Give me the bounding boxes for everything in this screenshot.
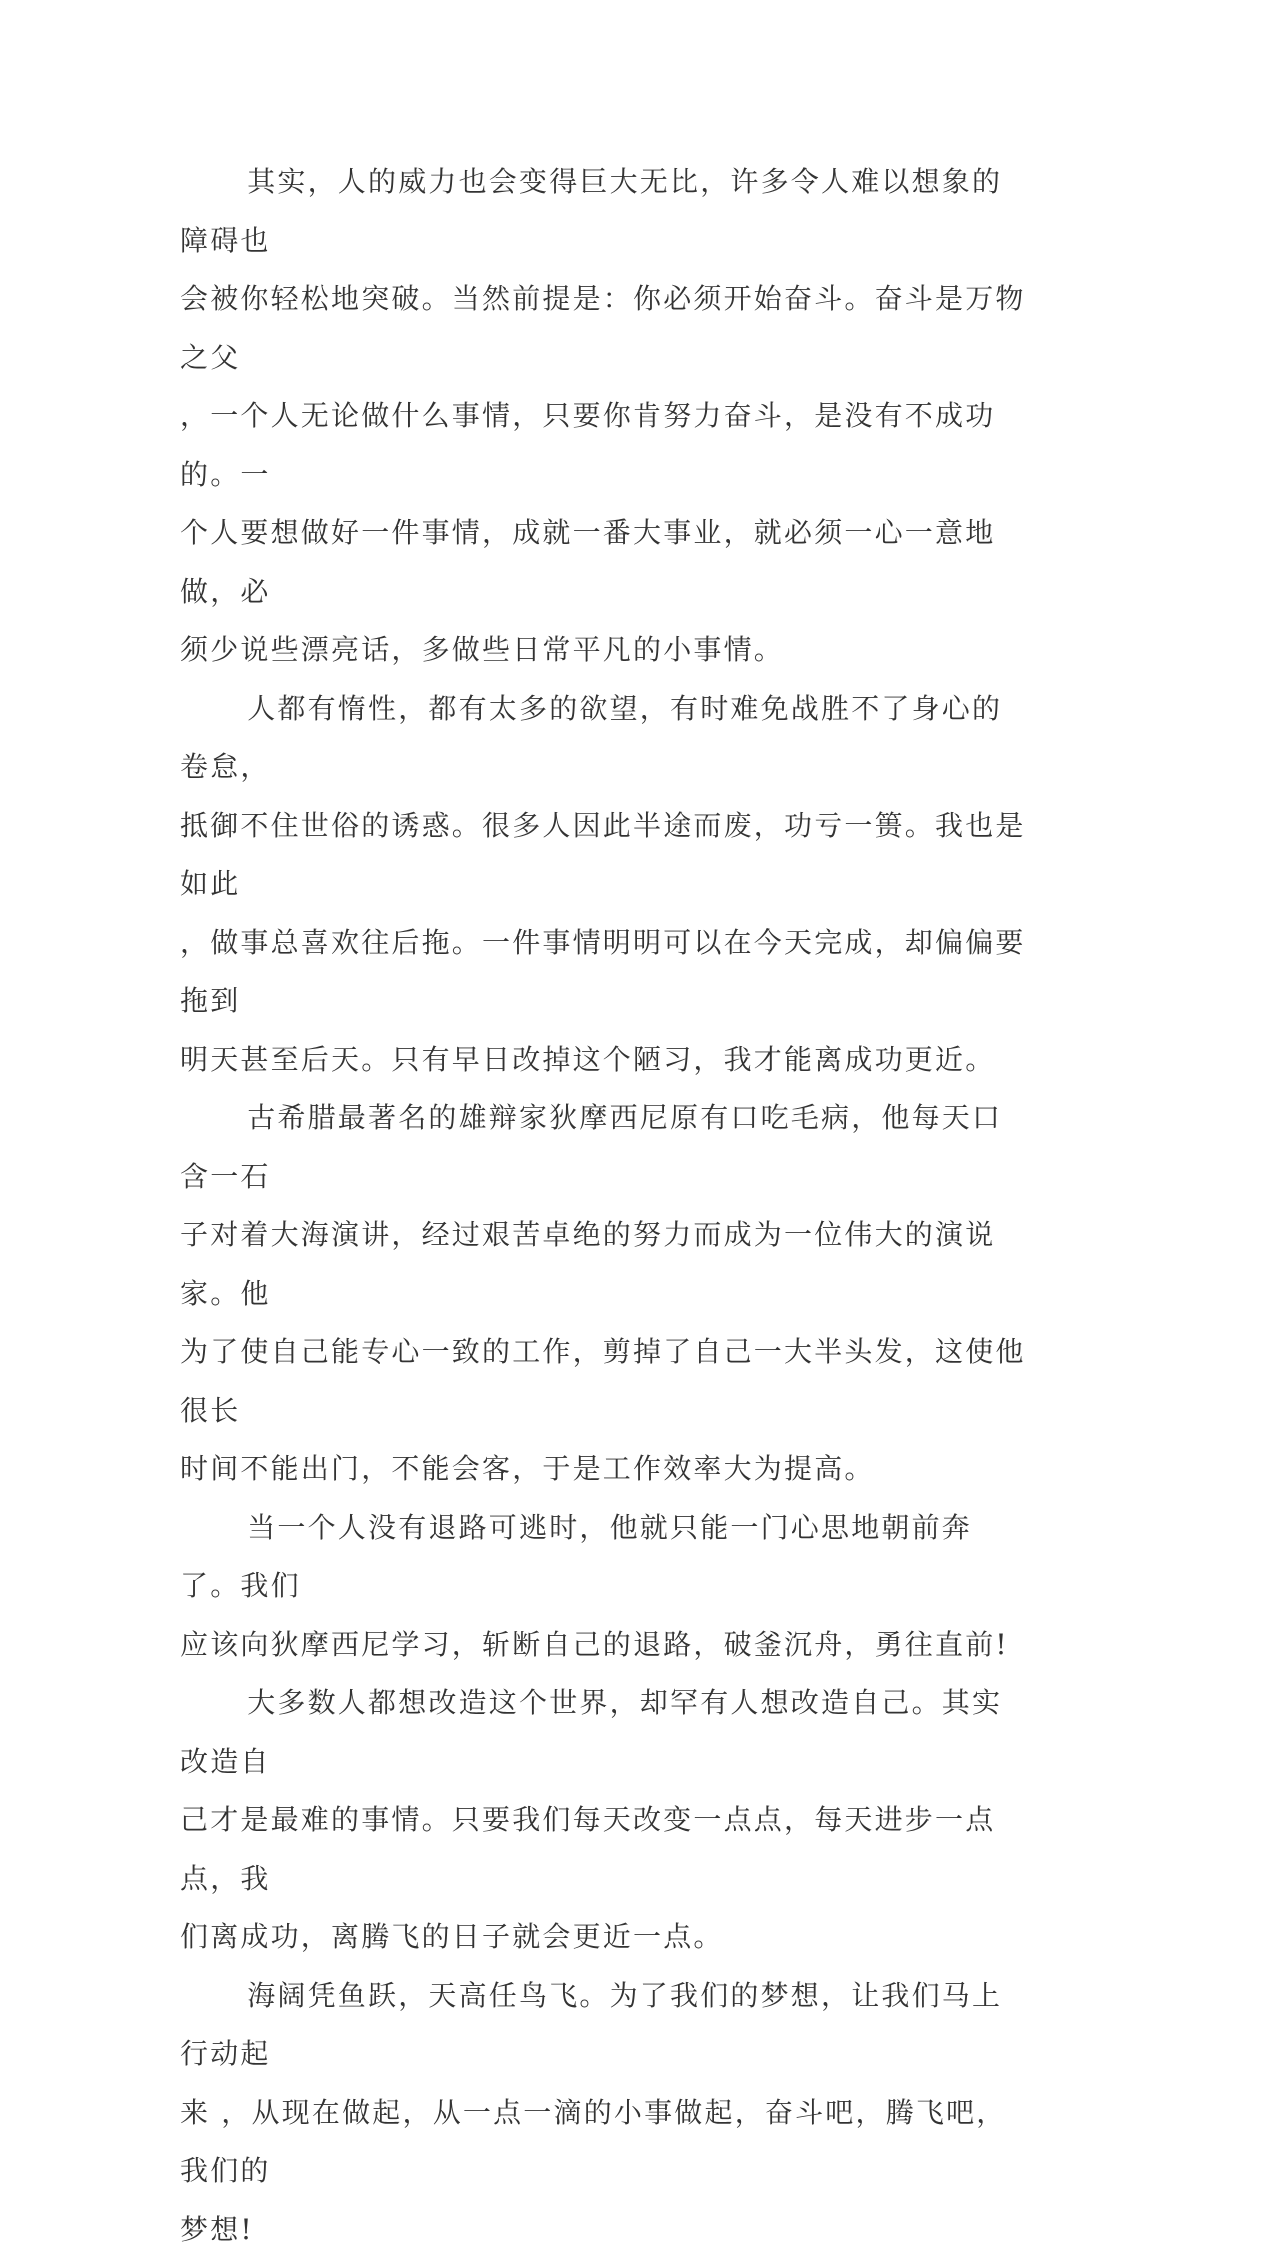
paragraph-5: 大多数人都想改造这个世界，却罕有人想改造自己。其实改造自 己才是最难的事情。只要我们每天改变一点点，每天进步一点点，我 们离成功，离腾飞的日子就会更近一点。	[180, 1674, 1030, 1967]
paragraph-2: 人都有惰性，都有太多的欲望，有时难免战胜不了身心的卷怠， 抵御不住世俗的诱惑。很多人因此半途而废，功亏一篑。我也是如此 ，做事总喜欢往后拖。一件事情明明可以在今天完成，却偏偏要拖到 明天甚至后天。只有早日改掉这个陋习，我才能离成功更近。	[180, 680, 1030, 1090]
paragraph-6: 海阔凭鱼跃，天高任鸟飞。为了我们的梦想，让我们马上行动起 来 ，从现在做起，从一点一滴的小事做起，奋斗吧，腾飞吧，我们的 梦想!	[180, 1967, 1030, 2259]
paragraph-4: 当一个人没有退路可逃时，他就只能一门心思地朝前奔了。我们 应该向狄摩西尼学习，斩断自己的退路，破釜沉舟，勇往直前!	[180, 1499, 1030, 1675]
paragraph-3: 古希腊最著名的雄辩家狄摩西尼原有口吃毛病，他每天口含一石 子对着大海演讲，经过艰苦卓绝的努力而成为一位伟大的演说家。他 为了使自己能专心一致的工作，剪掉了自己一大半头发，这使他很长 时间不能出门，不能会客，于是工作效率大为提高。	[180, 1089, 1030, 1499]
document-body	[180, 153, 1030, 2259]
paragraph-1: 其实，人的威力也会变得巨大无比，许多令人难以想象的障碍也 会被你轻松地突破。当然前提是：你必须开始奋斗。奋斗是万物之父 ，一个人无论做什么事情，只要你肯努力奋斗，是没有不成功的。一 个人要想做好一件事情，成就一番大事业，就必须一心一意地做，必 须少说些漂亮话，多做些日常平凡的小事情。	[180, 153, 1030, 680]
